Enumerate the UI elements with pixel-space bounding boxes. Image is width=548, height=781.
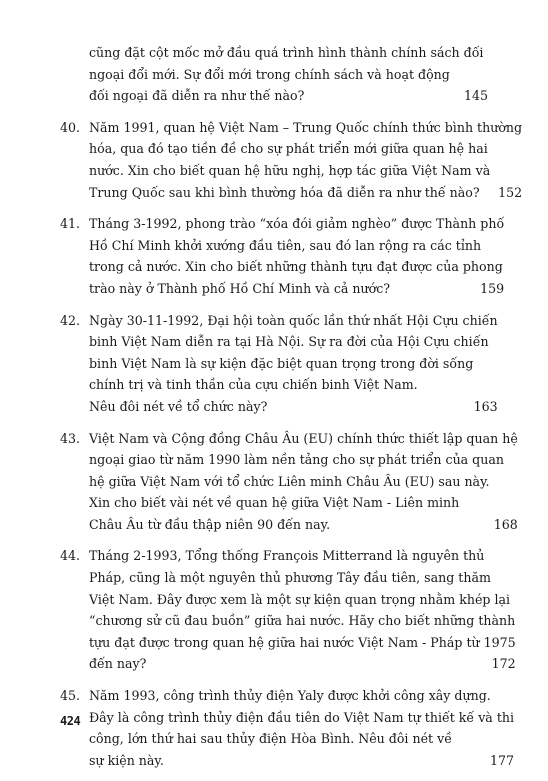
entry-line: Tháng 3-1992, phong trào “xóa đói giảm nghèo” được Thành phố [89, 216, 505, 232]
entry-last-line [89, 182, 522, 204]
entry-last-line [89, 85, 488, 107]
entry-last-line [89, 514, 518, 536]
toc-entry-40 [60, 117, 523, 203]
entry-line: Châu Âu từ đầu thập niên 90 đến nay. [89, 516, 331, 532]
entry-text [89, 545, 516, 675]
entry-line: Việt Nam. Đây được xem là một sự kiện quan trọng nhằm khép lại [89, 591, 511, 607]
entry-page-number: 172 [491, 656, 516, 672]
entry-page-number: 145 [463, 88, 488, 104]
entry-page-number: 159 [480, 280, 505, 296]
entry-line: Nêu đôi nét về tổ chức này? [89, 398, 268, 414]
toc-entry-41 [60, 213, 505, 299]
entry-number: 40. [60, 119, 81, 135]
entry-line: chính trị và tinh thần của cựu chiến binh Việt Nam. [89, 377, 418, 393]
entry-number: 43. [60, 430, 81, 446]
entry-line: “chương sử cũ đau buồn” giữa hai nước. Hãy cho biết những thành [89, 613, 516, 629]
entry-line: nước. Xin cho biết quan hệ hữu nghị, hợp tác giữa Việt Nam và [89, 162, 491, 178]
entry-line: Năm 1991, quan hệ Việt Nam – Trung Quốc chính thức bình thường [89, 119, 523, 135]
entry-line: trào này ở Thành phố Hồ Chí Minh và cả nước? [89, 280, 391, 296]
entry-page-number: 177 [489, 752, 515, 768]
entry-line: sự kiện này. [89, 752, 164, 768]
toc-entry-45 [60, 685, 515, 771]
entry-text [89, 428, 518, 536]
entry-line: Tháng 2-1993, Tổng thống François Mitterrand là nguyên thủ [89, 548, 485, 564]
entry-line: cũng đặt cột mốc mở đầu quá trình hình thành chính sách đối [89, 45, 484, 60]
entry-number: 41. [60, 216, 81, 232]
entry-line: Đây là công trình thủy điện đầu tiên do Việt Nam tự thiết kế và thi [89, 709, 515, 725]
entry-number: 45. [60, 688, 81, 704]
toc-entry-42 [60, 310, 498, 418]
entry-last-line [89, 750, 514, 772]
table-of-contents [60, 42, 523, 781]
entry-line: Pháp, cũng là một nguyên thủ phương Tây đầu tiên, sang thăm [89, 570, 491, 586]
entry-line: tựu đạt được trong quan hệ giữa hai nước Việt Nam - Pháp từ 1975 [89, 634, 516, 650]
toc-entry-continued [60, 42, 488, 107]
entry-line: hệ giữa Việt Nam với tổ chức Liên minh Châu Âu (EU) sau này. [89, 473, 490, 489]
entry-line: Việt Nam và Cộng đồng Châu Âu (EU) chính thức thiết lập quan hệ [89, 430, 518, 446]
entry-line: Xin cho biết vài nét về quan hệ giữa Việt Nam - Liên minh [89, 495, 460, 511]
entry-line: Trung Quốc sau khi bình thường hóa đã diễn ra như thế nào? [89, 184, 480, 200]
entry-text [89, 117, 522, 203]
entry-number: 44. [60, 548, 81, 564]
entry-last-line [89, 278, 504, 300]
entry-page-number: 168 [493, 516, 518, 532]
entry-line: ngoại giao từ năm 1990 làm nền tảng cho sự phát triển của quan [89, 452, 504, 468]
entry-text [89, 213, 504, 299]
entry-page-number: 163 [473, 398, 498, 414]
entry-line: Ngày 30-11-1992, Đại hội toàn quốc lần thứ nhất Hội Cựu chiến [89, 312, 498, 328]
entry-line: đến nay? [89, 656, 147, 672]
entry-text [89, 310, 498, 418]
page-number-footer: 424 [60, 714, 81, 728]
entry-text [89, 685, 514, 771]
entry-line: Hồ Chí Minh khởi xướng đầu tiên, sau đó lan rộng ra các tỉnh [89, 237, 482, 253]
entry-line: binh Việt Nam diễn ra tại Hà Nội. Sự ra đời của Hội Cựu chiến [89, 334, 489, 350]
entry-last-line [89, 396, 498, 418]
entry-line: binh Việt Nam là sự kiện đặc biệt quan trọng trong đời sống [89, 355, 474, 371]
entry-number: 42. [60, 312, 81, 328]
toc-entry-43 [60, 428, 518, 536]
entry-line: công, lớn thứ hai sau thủy điện Hòa Bình. Nêu đôi nét về [89, 731, 452, 747]
entry-last-line [89, 653, 516, 675]
toc-entry-44 [60, 545, 516, 675]
entry-line: hóa, qua đó tạo tiền đề cho sự phát triển mới giữa quan hệ hai [89, 141, 488, 157]
entry-text [89, 42, 488, 107]
entry-page-number: 152 [498, 184, 523, 200]
entry-line: ngoại đổi mới. Sự đổi mới trong chính sách và hoạt động [89, 66, 450, 82]
entry-line: Năm 1993, công trình thủy điện Yaly được khởi công xây dựng. [89, 688, 491, 704]
entry-line: trong cả nước. Xin cho biết những thành tựu đạt được của phong [89, 259, 503, 275]
entry-line: đối ngoại đã diễn ra như thế nào? [89, 88, 305, 104]
